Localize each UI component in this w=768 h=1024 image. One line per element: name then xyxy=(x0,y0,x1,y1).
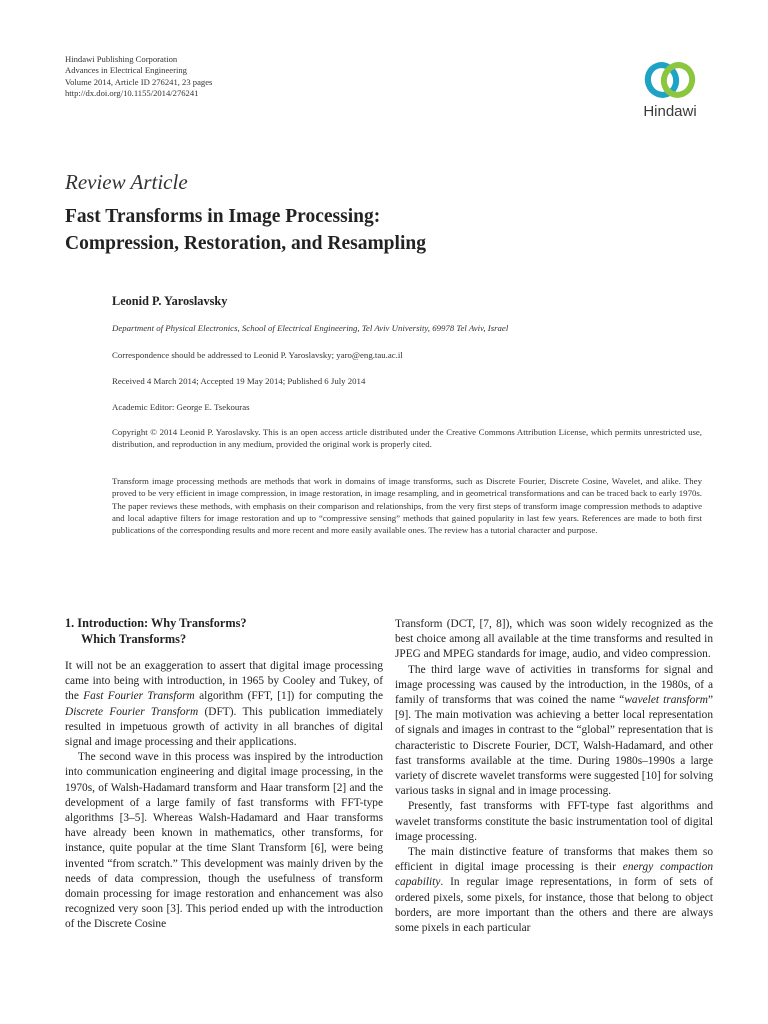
paragraph-3: The third large wave of activities in transforms for signal and image processing was caused by the introduction, in the 1980s, of a family of transforms that was coined the name “wavelet transform” [9]. The main motivation was achieving a better local representation of signals and images in contrast to the “global” representation that is characteristic to Discrete Fourier, DCT, Walsh-Hadamard, and other fast transforms available at the time. During 1980s–1990s a large variety of discrete wavelet transforms were suggested [10] for solving various tasks in signal and in image processing. xyxy=(395,663,713,798)
paragraph-2-continued: Transform (DCT, [7, 8]), which was soon widely recognized as the best choice among all available at the time transforms and resulted in JPEG and MPEG standards for image, audio, and video compression. xyxy=(395,618,713,661)
abstract: Transform image processing methods are methods that work in domains of image transforms, such as Discrete Fourier, Discrete Cosine, Wavelet, and alike. They proved to be very efficient in image compression, in image restoration, in image resampling, and in geometrical transformations and can be traced back to early 1970s. The paper reviews these methods, with emphasis on their comparison and relationships, from the very first steps of transform image compression methods to adaptive and local adaptive filters for image restoration and up to “compressive sensing” methods that gained popularity in last few years. References are made to both first publications of the corresponding results and more recent and more easily available ones. The review has a tutorial character and purpose. xyxy=(112,476,702,536)
copyright-notice: Copyright © 2014 Leonid P. Yaroslavsky. This is an open access article distributed under the Creative Commons Attribution License, which permits unrestricted use, distribution, and reproduction in any medium, provided the original work is properly cited. xyxy=(112,427,702,450)
paragraph-1: It will not be an exaggeration to assert that digital image processing came into being with introduction, in 1965 by Cooley and Tukey, of the Fast Fourier Transform algorithm (FFT, [1]) for computing the Discrete Fourier Transform (DFT). This publication immediately resulted in impetuous growth of activity in all branches of digital signal and image processing and their applications. xyxy=(65,660,383,749)
correspondence: Correspondence should be addressed to Leonid P. Yaroslavsky; yaro@eng.tau.ac.il xyxy=(112,350,403,360)
left-column xyxy=(65,615,383,933)
hindawi-logo xyxy=(634,58,706,120)
hindawi-logo-text: Hindawi xyxy=(643,103,697,120)
paragraph-5: The main distinctive feature of transforms that makes them so efficient in digital image processing is their energy compaction capability. In regular image representations, in form of sets of ordered pixels, some pixels, for instance, those that belong to object borders, are more important than the others and there are always some pixels in each particular xyxy=(395,846,713,935)
publication-dates: Received 4 March 2014; Accepted 19 May 2014; Published 6 July 2014 xyxy=(112,376,366,386)
article-title xyxy=(65,203,426,257)
section-heading-line-1: 1. Introduction: Why Transforms? xyxy=(65,616,247,630)
paragraph-2: The second wave in this process was inspired by the introduction into communication engineering and digital image processing, in the 1970s, of Walsh-Hadamard transform and Haar transform [2] and the development of a large family of fast transforms with FFT-type algorithms [3–5]. Whereas Walsh-Hadamard and Haar transforms have already been known in mathematics, other transforms, for instance, quite popular at the time Slant Transform [6], were being invented “from scratch.” This development was mainly driven by the needs of data compression, though the usefulness of transform domain processing for image restoration and enhancement was also recognized very soon [3]. This period ended up with the introduction of the Discrete Cosine xyxy=(65,751,383,931)
section-heading xyxy=(65,615,383,647)
journal-name: Advances in Electrical Engineering xyxy=(65,65,187,76)
affiliation: Department of Physical Electronics, School of Electrical Engineering, Tel Aviv University, 69978 Tel Aviv, Israel xyxy=(112,323,509,333)
journal-header xyxy=(65,54,212,100)
author-name: Leonid P. Yaroslavsky xyxy=(112,294,228,308)
academic-editor: Academic Editor: George E. Tsekouras xyxy=(112,402,250,412)
title-line-1: Fast Transforms in Image Processing: xyxy=(65,206,381,227)
volume-info: Volume 2014, Article ID 276241, 23 pages xyxy=(65,76,213,87)
article-type: Review Article xyxy=(65,170,188,194)
publisher-name: Hindawi Publishing Corporation xyxy=(65,54,178,64)
hindawi-rings-icon xyxy=(643,58,697,102)
doi-link[interactable]: http://dx.doi.org/10.1155/2014/276241 xyxy=(65,88,199,99)
paragraph-4: Presently, fast transforms with FFT-type fast algorithms and wavelet transforms constitute the basic instrumentation tool of digital image processing. xyxy=(395,800,713,843)
right-column xyxy=(395,617,713,936)
section-heading-line-2: Which Transforms? xyxy=(81,632,187,646)
title-line-2: Compression, Restoration, and Resampling xyxy=(65,233,426,254)
